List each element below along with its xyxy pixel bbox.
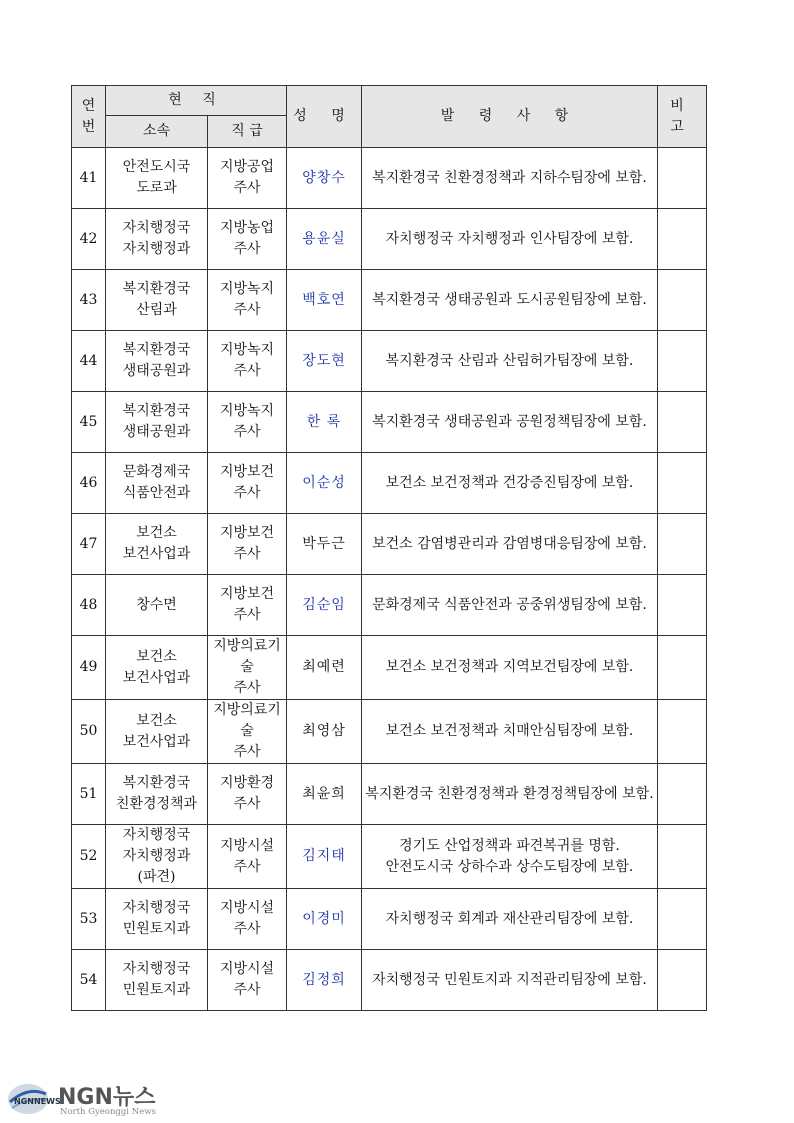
table-row <box>72 825 707 889</box>
serial-number-cell: 52 <box>72 825 106 889</box>
serial-number-cell: 50 <box>72 700 106 764</box>
grade-cell: 지방녹지 주사 <box>208 331 287 392</box>
appointment-cell: 복지환경국 친환경정책과 지하수팀장에 보함. <box>362 148 658 209</box>
note-cell <box>658 148 707 209</box>
name-cell: 이경미 <box>287 889 362 950</box>
appointment-cell: 자치행정국 민원토지과 지적관리팀장에 보함. <box>362 950 658 1011</box>
serial-number-cell: 49 <box>72 636 106 700</box>
table-row <box>72 331 707 392</box>
appointment-cell: 복지환경국 친환경정책과 환경정책팀장에 보함. <box>362 764 658 825</box>
department-cell: 자치행정국 민원토지과 <box>106 889 208 950</box>
grade-cell: 지방시설 주사 <box>208 825 287 889</box>
grade-cell: 지방공업 주사 <box>208 148 287 209</box>
name-cell: 김지태 <box>287 825 362 889</box>
serial-number-cell: 48 <box>72 575 106 636</box>
table-row <box>72 392 707 453</box>
appointment-cell: 복지환경국 생태공원과 공원정책팀장에 보함. <box>362 392 658 453</box>
name-cell: 김정희 <box>287 950 362 1011</box>
appointment-cell: 문화경제국 식품안전과 공중위생팀장에 보함. <box>362 575 658 636</box>
serial-number-cell: 51 <box>72 764 106 825</box>
note-cell <box>658 636 707 700</box>
department-cell: 자치행정국 자치행정과 (파견) <box>106 825 208 889</box>
grade-cell: 지방보건 주사 <box>208 514 287 575</box>
grade-cell: 지방시설 주사 <box>208 950 287 1011</box>
table-row <box>72 889 707 950</box>
name-cell: 백호연 <box>287 270 362 331</box>
serial-number-cell: 53 <box>72 889 106 950</box>
note-cell <box>658 764 707 825</box>
table-header <box>72 86 707 148</box>
serial-number-cell: 41 <box>72 148 106 209</box>
table-row <box>72 148 707 209</box>
appointment-cell: 보건소 보건정책과 건강증진팀장에 보함. <box>362 453 658 514</box>
note-cell <box>658 889 707 950</box>
note-cell <box>658 700 707 764</box>
note-cell <box>658 514 707 575</box>
appointment-cell: 자치행정국 회계과 재산관리팀장에 보함. <box>362 889 658 950</box>
department-cell: 보건소 보건사업과 <box>106 514 208 575</box>
department-cell: 자치행정국 자치행정과 <box>106 209 208 270</box>
department-cell: 문화경제국 식품안전과 <box>106 453 208 514</box>
note-cell <box>658 825 707 889</box>
name-cell: 한 록 <box>287 392 362 453</box>
grade-cell: 지방녹지 주사 <box>208 270 287 331</box>
grade-cell: 지방보건 주사 <box>208 453 287 514</box>
serial-number-cell: 45 <box>72 392 106 453</box>
grade-cell: 지방농업 주사 <box>208 209 287 270</box>
name-cell: 용윤실 <box>287 209 362 270</box>
name-cell: 장도현 <box>287 331 362 392</box>
header-serial-number: 연 번 <box>72 86 106 148</box>
department-cell: 복지환경국 산림과 <box>106 270 208 331</box>
table-body <box>72 148 707 1011</box>
table-row <box>72 270 707 331</box>
serial-number-cell: 54 <box>72 950 106 1011</box>
header-appointment: 발 령 사 항 <box>362 86 658 148</box>
ngn-news-logo <box>6 1080 176 1120</box>
name-cell: 김순임 <box>287 575 362 636</box>
grade-cell: 지방의료기술 주사 <box>208 636 287 700</box>
note-cell <box>658 453 707 514</box>
svg-text:NGNNEWS: NGNNEWS <box>14 1097 61 1106</box>
department-cell: 복지환경국 생태공원과 <box>106 331 208 392</box>
department-cell: 자치행정국 민원토지과 <box>106 950 208 1011</box>
name-cell: 최영삼 <box>287 700 362 764</box>
serial-number-cell: 47 <box>72 514 106 575</box>
note-cell <box>658 209 707 270</box>
table-row <box>72 514 707 575</box>
note-cell <box>658 950 707 1011</box>
logo-subtitle: North Gyeonggi News <box>60 1107 156 1117</box>
grade-cell: 지방시설 주사 <box>208 889 287 950</box>
note-cell <box>658 392 707 453</box>
department-cell: 보건소 보건사업과 <box>106 636 208 700</box>
appointment-cell: 복지환경국 산림과 산림허가팀장에 보함. <box>362 331 658 392</box>
grade-cell: 지방보건 주사 <box>208 575 287 636</box>
department-cell: 보건소 보건사업과 <box>106 700 208 764</box>
appointment-cell: 보건소 보건정책과 치매안심팀장에 보함. <box>362 700 658 764</box>
appointment-cell: 자치행정국 자치행정과 인사팀장에 보함. <box>362 209 658 270</box>
table-row <box>72 636 707 700</box>
table-row <box>72 209 707 270</box>
header-department: 소속 <box>106 116 208 148</box>
header-note: 비 고 <box>658 86 707 148</box>
serial-number-cell: 43 <box>72 270 106 331</box>
note-cell <box>658 331 707 392</box>
name-cell: 박두근 <box>287 514 362 575</box>
name-cell: 최예련 <box>287 636 362 700</box>
department-cell: 안전도시국 도로과 <box>106 148 208 209</box>
table-row <box>72 700 707 764</box>
appointment-cell: 경기도 산업정책과 파견복귀를 명함. 안전도시국 상하수과 상수도팀장에 보함. <box>362 825 658 889</box>
name-cell: 양창수 <box>287 148 362 209</box>
note-cell <box>658 575 707 636</box>
appointment-table <box>71 85 707 1011</box>
table-row <box>72 453 707 514</box>
table-row <box>72 575 707 636</box>
department-cell: 복지환경국 친환경정책과 <box>106 764 208 825</box>
note-cell <box>658 270 707 331</box>
table-row <box>72 764 707 825</box>
grade-cell: 지방의료기술 주사 <box>208 700 287 764</box>
header-grade: 직 급 <box>208 116 287 148</box>
grade-cell: 지방환경 주사 <box>208 764 287 825</box>
serial-number-cell: 44 <box>72 331 106 392</box>
header-current-position: 현 직 <box>106 86 287 116</box>
department-cell: 창수면 <box>106 575 208 636</box>
appointment-cell: 보건소 보건정책과 지역보건팀장에 보함. <box>362 636 658 700</box>
serial-number-cell: 46 <box>72 453 106 514</box>
ngn-globe-logo-icon <box>6 1082 61 1116</box>
logo-name: NGN뉴스 <box>58 1085 156 1110</box>
appointment-cell: 복지환경국 생태공원과 도시공원팀장에 보함. <box>362 270 658 331</box>
name-cell: 이순성 <box>287 453 362 514</box>
grade-cell: 지방녹지 주사 <box>208 392 287 453</box>
header-name: 성 명 <box>287 86 362 148</box>
name-cell: 최윤희 <box>287 764 362 825</box>
appointment-cell: 보건소 감염병관리과 감염병대응팀장에 보함. <box>362 514 658 575</box>
department-cell: 복지환경국 생태공원과 <box>106 392 208 453</box>
serial-number-cell: 42 <box>72 209 106 270</box>
table-row <box>72 950 707 1011</box>
